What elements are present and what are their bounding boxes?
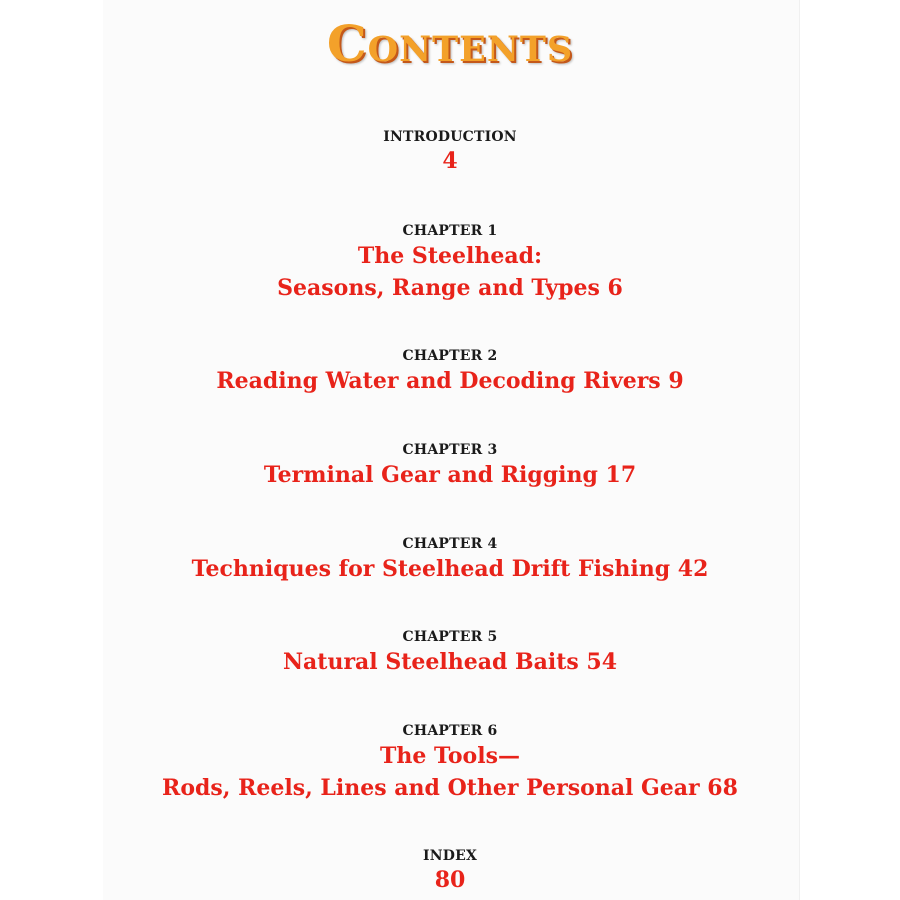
- chapter-6-label: CHAPTER 6: [402, 723, 498, 739]
- chapter-6-title-line1: The Tools—: [380, 743, 520, 769]
- chapter-5-title: Natural Steelhead Baits 54: [282, 649, 618, 675]
- chapter-4-label: CHAPTER 4: [402, 536, 498, 552]
- introduction-page: 4: [442, 148, 458, 174]
- chapter-5-label: CHAPTER 5: [402, 629, 498, 645]
- chapter-1-label: CHAPTER 1: [402, 223, 498, 239]
- chapter-2-title: Reading Water and Decoding Rivers 9: [216, 368, 684, 394]
- toc-chapter-5: [0, 628, 900, 678]
- index-label: INDEX: [422, 848, 478, 864]
- chapter-4-title: Techniques for Steelhead Drift Fishing 42: [191, 556, 709, 582]
- toc-chapter-4: [0, 535, 900, 585]
- toc-index: [0, 847, 900, 895]
- chapter-3-title: Terminal Gear and Rigging 17: [263, 462, 637, 488]
- chapter-1-title-line1: The Steelhead:: [357, 243, 543, 269]
- toc-introduction: [0, 128, 900, 176]
- toc-chapter-1: [0, 222, 900, 304]
- toc-chapter-2: [0, 347, 900, 397]
- index-page: 80: [434, 867, 466, 893]
- page-title: Contents: [326, 14, 574, 73]
- chapter-3-label: CHAPTER 3: [402, 442, 498, 458]
- introduction-label: INTRODUCTION: [383, 129, 517, 145]
- toc-chapter-6: [0, 722, 900, 804]
- chapter-2-label: CHAPTER 2: [402, 348, 498, 364]
- chapter-6-title-line2: Rods, Reels, Lines and Other Personal Gear 68: [162, 775, 738, 801]
- toc-chapter-3: [0, 441, 900, 491]
- chapter-1-title-line2: Seasons, Range and Types 6: [277, 275, 623, 301]
